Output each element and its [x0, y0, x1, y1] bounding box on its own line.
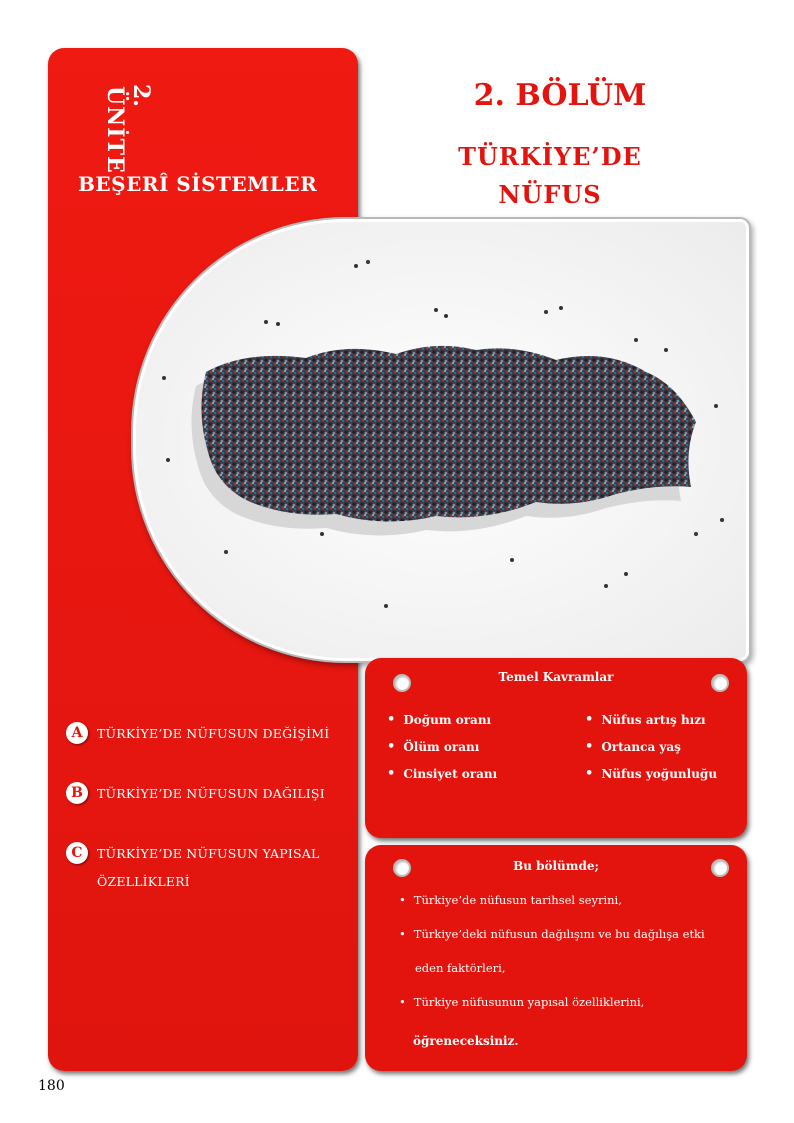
unit-title: BEŞERÎ SİSTEMLER — [78, 172, 318, 196]
key-concepts-right-list — [585, 706, 717, 787]
learning-list — [399, 891, 739, 1011]
concept-item: • Nüfus yoğunluğu — [585, 760, 717, 787]
learning-item: • Türkiye’de nüfusun tarihsel seyrini, — [399, 891, 739, 909]
crowd-map-photo — [136, 222, 746, 658]
chapter-title-line2: NÜFUS — [498, 180, 602, 209]
concept-item: • Nüfus artış hızı — [585, 706, 717, 733]
learning-item: • Türkiye nüfusunun yapısal özelliklerini, — [399, 993, 739, 1011]
topic-c — [66, 840, 319, 896]
unit-number: 2. — [128, 84, 154, 107]
closing-text: öğreneceksiniz. — [413, 1034, 519, 1048]
topic-c-text-line1: TÜRKİYE’DE NÜFUSUN YAPISAL — [97, 846, 320, 861]
topic-b-badge: B — [66, 782, 88, 804]
chapter-title — [430, 138, 670, 214]
unit-word: ÜNİTE — [102, 86, 128, 174]
topic-a-text: TÜRKİYE’DE NÜFUSUN DEĞİŞİMİ — [97, 726, 330, 741]
concept-item: • Ölüm oranı — [387, 733, 497, 760]
concept-item: • Doğum oranı — [387, 706, 497, 733]
topic-b-text: TÜRKİYE’DE NÜFUSUN DAĞILIŞI — [97, 786, 325, 801]
key-concepts-left-list — [387, 706, 497, 787]
in-this-chapter-card — [365, 845, 747, 1071]
topic-c-badge: C — [66, 842, 88, 864]
topic-a — [66, 720, 329, 748]
topic-c-text-line2: ÖZELLİKLERİ — [97, 874, 190, 889]
turkey-crowd-map-image — [136, 222, 746, 658]
in-this-chapter-heading: Bu bölümde; — [513, 859, 599, 873]
concept-item: • Cinsiyet oranı — [387, 760, 497, 787]
concept-item: • Ortanca yaş — [585, 733, 717, 760]
topic-c-text — [97, 840, 319, 896]
key-concepts-heading: Temel Kavramlar — [498, 670, 614, 684]
learning-item-continuation: eden faktörleri, — [415, 961, 506, 975]
chapter-number: 2. BÖLÜM — [473, 78, 647, 113]
page-number: 180 — [38, 1078, 65, 1094]
chapter-title-line1: TÜRKİYE’DE — [458, 142, 642, 171]
topic-a-badge: A — [66, 722, 88, 744]
learning-item: • Türkiye’deki nüfusun dağılışını ve bu dağılışa etki — [399, 925, 739, 943]
key-concepts-card — [365, 658, 747, 838]
topic-b — [66, 780, 325, 808]
